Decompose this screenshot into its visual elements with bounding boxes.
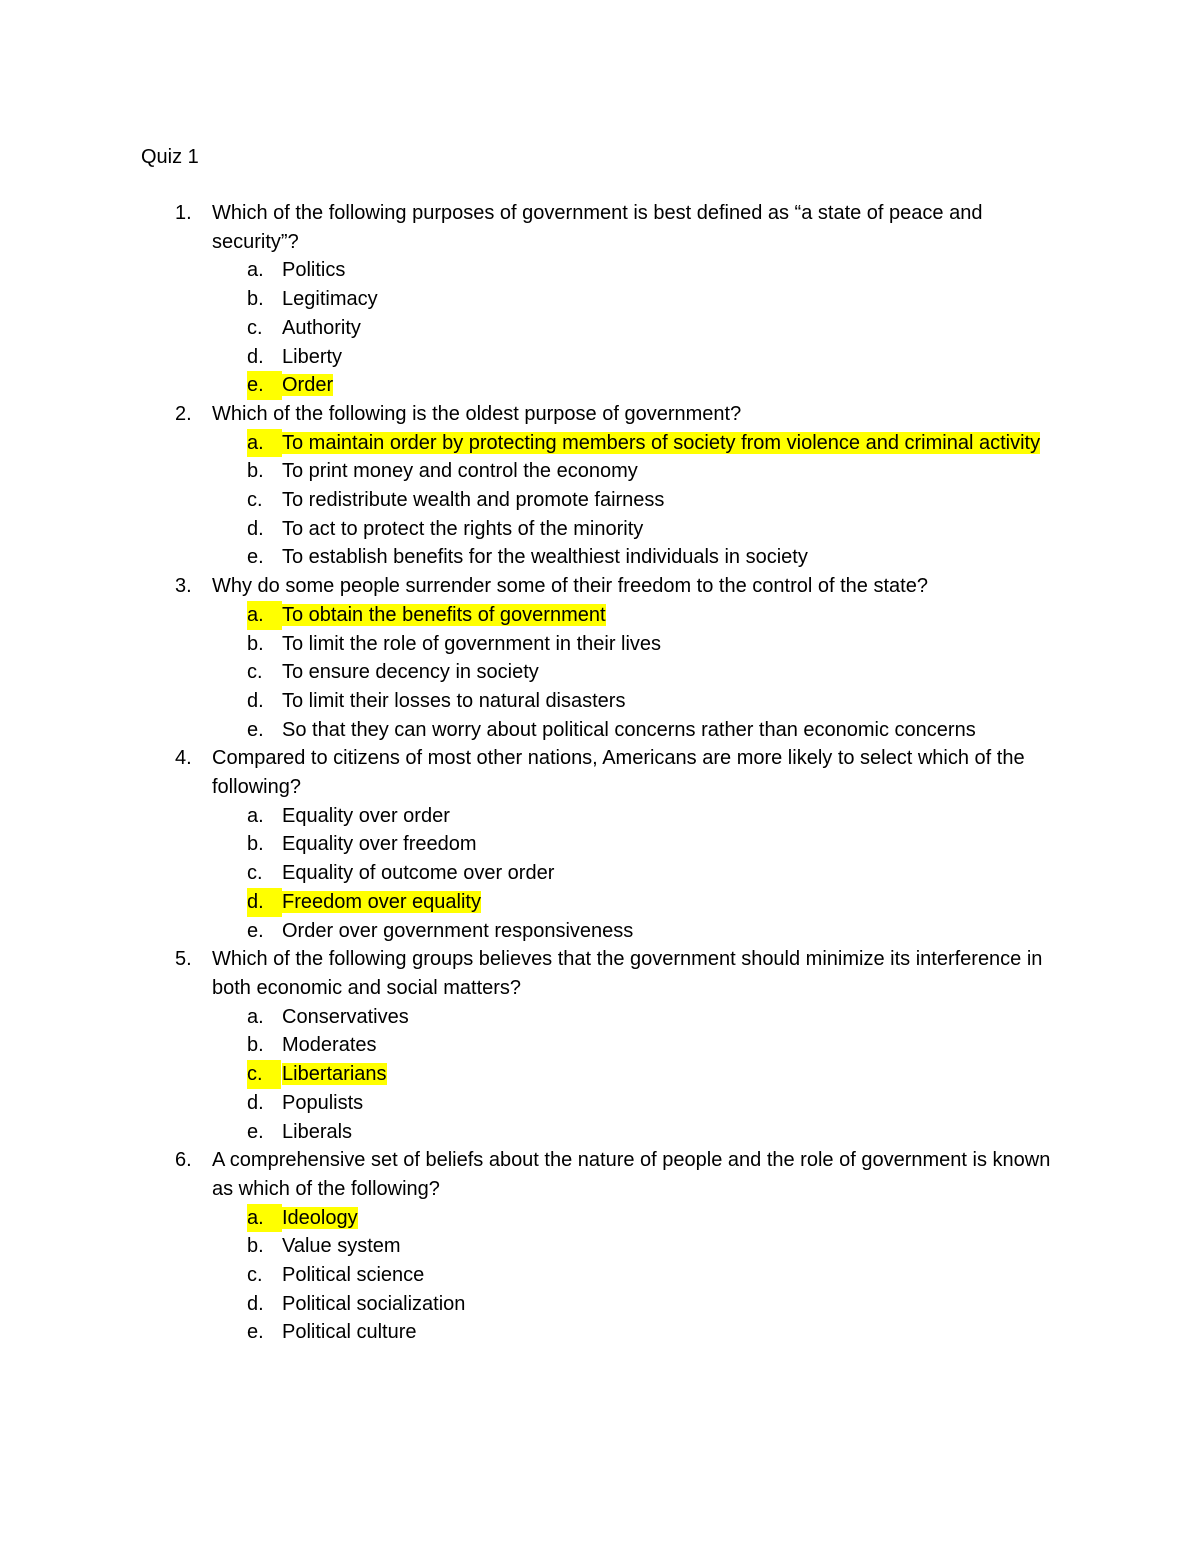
answer-option <box>0 1031 1200 1060</box>
option-letter: a. <box>247 804 264 827</box>
question-number: 5. <box>175 948 192 971</box>
answer-option <box>0 917 1200 946</box>
answer-option <box>0 802 1200 831</box>
answer-option <box>0 1089 1200 1118</box>
question-number: 4. <box>175 747 192 770</box>
option-text-wrap <box>282 1261 1072 1290</box>
option-text: Equality over order <box>282 804 450 827</box>
answer-option-highlighted <box>0 1204 1200 1233</box>
answer-option-highlighted <box>0 888 1200 917</box>
option-text: Order <box>282 374 334 397</box>
answer-option <box>0 285 1200 314</box>
question-number: 1. <box>175 202 192 224</box>
answer-option <box>0 256 1200 285</box>
option-letter: d. <box>247 517 264 540</box>
option-text: Equality of outcome over order <box>282 862 555 885</box>
option-text: Political culture <box>282 1321 417 1344</box>
option-text: Ideology <box>282 1206 358 1229</box>
option-letter: a. <box>247 259 264 282</box>
option-text: Political socialization <box>282 1292 466 1315</box>
option-text: To limit the role of government in their lives <box>282 632 662 655</box>
option-text: Libertarians <box>282 1063 387 1086</box>
option-text: To establish benefits for the wealthiest individuals in society <box>282 546 808 569</box>
option-text-wrap <box>282 716 1072 745</box>
option-letter: c. <box>247 489 263 512</box>
option-text-wrap <box>282 429 1072 458</box>
answer-options <box>0 429 1200 573</box>
question-item <box>0 199 1200 400</box>
question-number: 6. <box>175 1149 192 1172</box>
option-text-wrap <box>282 543 1072 572</box>
option-text: Legitimacy <box>282 288 378 311</box>
answer-option <box>0 1290 1200 1319</box>
answer-option <box>0 486 1200 515</box>
question-text: Which of the following is the oldest purpose of government? <box>212 402 742 425</box>
option-letter: e. <box>247 371 282 400</box>
answer-option <box>0 1232 1200 1261</box>
option-letter: b. <box>247 833 264 856</box>
option-letter: b. <box>247 288 264 311</box>
answer-option-highlighted <box>0 601 1200 630</box>
answer-options <box>0 1003 1200 1147</box>
option-text-wrap <box>282 486 1072 515</box>
option-text: Liberals <box>282 1120 353 1143</box>
option-letter: d. <box>247 1292 264 1315</box>
answer-options <box>0 256 1200 400</box>
option-text-wrap <box>282 1118 1072 1147</box>
answer-options <box>0 802 1200 946</box>
answer-option <box>0 716 1200 745</box>
question-text: A comprehensive set of beliefs about the nature of people and the role of government is known as which of the following? <box>212 1149 1051 1200</box>
option-letter: c. <box>247 316 263 339</box>
option-text-wrap <box>282 1204 1072 1233</box>
option-text: Order over government responsiveness <box>282 919 634 942</box>
question-number: 3. <box>175 575 192 598</box>
option-text: Liberty <box>282 345 343 368</box>
option-text-wrap <box>282 1232 1072 1261</box>
option-text-wrap <box>282 859 1072 888</box>
option-letter: d. <box>247 689 264 712</box>
option-text: To obtain the benefits of government <box>282 603 606 626</box>
option-text: Freedom over equality <box>282 890 481 913</box>
option-text-wrap <box>282 1003 1072 1032</box>
option-text-wrap <box>282 256 1072 285</box>
option-letter: b. <box>247 1034 264 1057</box>
option-text-wrap <box>282 371 1072 400</box>
option-text-wrap <box>282 343 1072 372</box>
answer-option-highlighted <box>0 1060 1200 1089</box>
answer-option-highlighted <box>0 429 1200 458</box>
option-text: To ensure decency in society <box>282 661 539 684</box>
option-letter: c. <box>247 862 263 885</box>
option-text-wrap <box>282 601 1072 630</box>
option-text: Conservatives <box>282 1005 409 1028</box>
option-letter: b. <box>247 460 264 483</box>
option-text-wrap <box>282 917 1072 946</box>
option-text-wrap <box>282 830 1072 859</box>
option-letter: a. <box>247 429 282 458</box>
answer-option <box>0 830 1200 859</box>
answer-option <box>0 1318 1200 1347</box>
question-item <box>0 400 1200 572</box>
answer-option-highlighted <box>0 371 1200 400</box>
option-text: Value system <box>282 1235 401 1258</box>
page-title: Quiz 1 <box>141 146 199 168</box>
question-text: Which of the following groups believes that the government should minimize its interference in both economic and social matters? <box>212 948 1043 999</box>
option-letter: e. <box>247 919 264 942</box>
option-text: Politics <box>282 259 346 282</box>
option-letter: e. <box>247 1321 264 1344</box>
option-text-wrap <box>282 314 1072 343</box>
answer-option <box>0 1261 1200 1290</box>
option-text: Populists <box>282 1091 364 1114</box>
option-text-wrap <box>282 687 1072 716</box>
option-text-wrap <box>282 1089 1072 1118</box>
question-text: Compared to citizens of most other nations, Americans are more likely to select which of the following? <box>212 747 1025 799</box>
option-text: So that they can worry about political concerns rather than economic concerns <box>282 718 976 741</box>
option-letter: e. <box>247 718 264 741</box>
option-text-wrap <box>282 1290 1072 1319</box>
answer-option <box>0 687 1200 716</box>
option-text: Equality over freedom <box>282 833 477 856</box>
option-text-wrap <box>282 630 1072 659</box>
question-number: 2. <box>175 402 192 425</box>
question-item <box>0 1146 1200 1347</box>
option-letter: d. <box>247 888 282 917</box>
question-item <box>0 945 1200 1146</box>
answer-option <box>0 457 1200 486</box>
answer-option <box>0 859 1200 888</box>
question-text: Which of the following purposes of government is best defined as “a state of peace and security”? <box>212 202 983 253</box>
option-text-wrap <box>282 285 1072 314</box>
option-text: To act to protect the rights of the minority <box>282 517 644 540</box>
answer-option <box>0 630 1200 659</box>
option-letter: a. <box>247 601 282 630</box>
option-text-wrap <box>282 1060 1072 1089</box>
option-text: Political science <box>282 1264 425 1287</box>
answer-option <box>0 1118 1200 1147</box>
option-letter: a. <box>247 1005 264 1028</box>
option-letter: c. <box>247 661 263 684</box>
option-text: To print money and control the economy <box>282 460 638 483</box>
answer-option <box>0 543 1200 572</box>
option-letter: b. <box>247 632 264 655</box>
answer-option <box>0 1003 1200 1032</box>
option-letter: e. <box>247 1120 264 1143</box>
option-text-wrap <box>282 658 1072 687</box>
answer-option <box>0 314 1200 343</box>
option-text-wrap <box>282 457 1072 486</box>
option-letter: a. <box>247 1204 282 1233</box>
option-text-wrap <box>282 1031 1072 1060</box>
question-text: Why do some people surrender some of their freedom to the control of the state? <box>212 575 928 598</box>
option-text-wrap <box>282 802 1072 831</box>
option-letter: d. <box>247 345 264 368</box>
question-item <box>0 572 1200 744</box>
option-letter: c. <box>247 1060 281 1089</box>
option-text-wrap <box>282 1318 1072 1347</box>
option-letter: e. <box>247 546 264 569</box>
answer-options <box>0 601 1200 745</box>
option-letter: c. <box>247 1264 263 1287</box>
answer-option <box>0 515 1200 544</box>
option-text: To limit their losses to natural disasters <box>282 689 626 712</box>
option-text: Moderates <box>282 1034 377 1057</box>
answer-options <box>0 1204 1200 1348</box>
option-text-wrap <box>282 515 1072 544</box>
option-letter: d. <box>247 1091 264 1114</box>
option-text: To maintain order by protecting members of society from violence and criminal activity <box>282 431 1041 454</box>
option-text: To redistribute wealth and promote fairness <box>282 489 665 512</box>
option-text-wrap <box>282 888 1072 917</box>
answer-option <box>0 343 1200 372</box>
option-letter: b. <box>247 1235 264 1258</box>
option-text: Authority <box>282 316 361 339</box>
question-list <box>0 199 1200 1347</box>
answer-option <box>0 658 1200 687</box>
question-item <box>0 744 1200 945</box>
